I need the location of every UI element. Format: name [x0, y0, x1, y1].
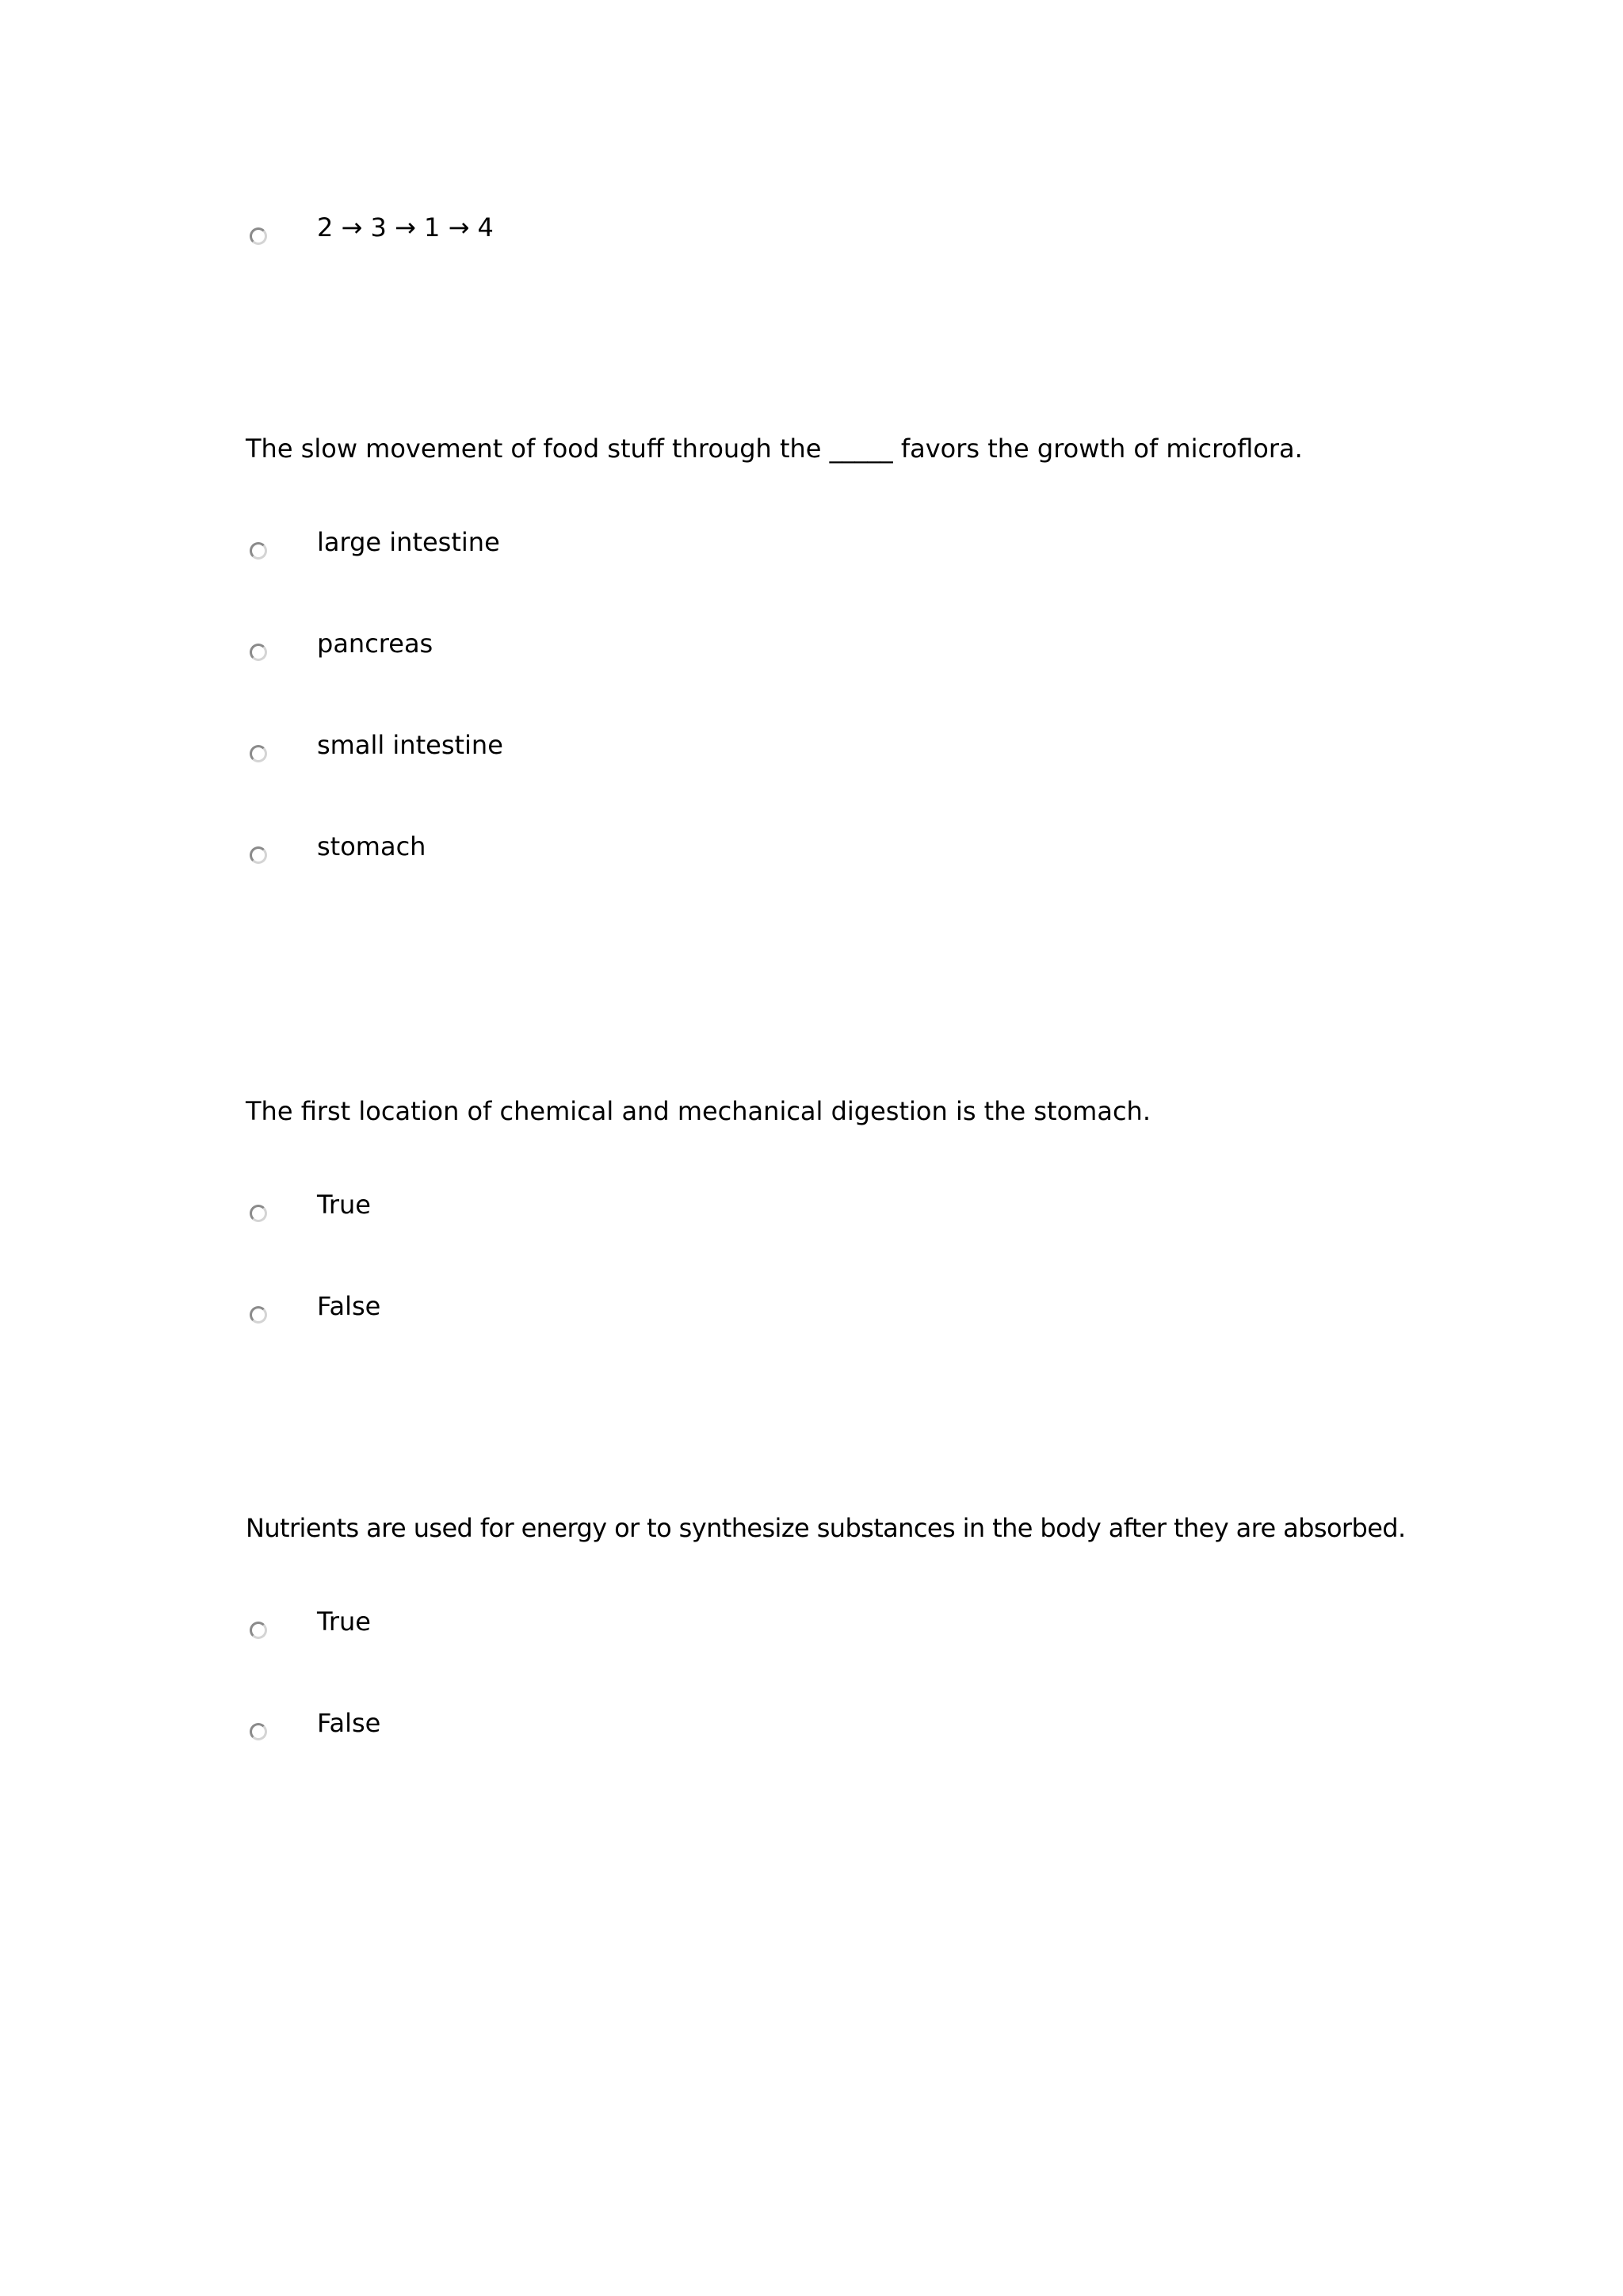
radio-button[interactable] [250, 1306, 267, 1324]
answer-option[interactable] [246, 1707, 800, 1764]
option-label: small intestine [317, 730, 503, 760]
answer-option[interactable] [246, 526, 800, 583]
answer-option[interactable] [246, 1189, 800, 1246]
radio-button[interactable] [250, 227, 267, 245]
question-text: The slow movement of food stuff through the _____ favors the growth of microflora. [246, 434, 1303, 464]
option-label: False [317, 1708, 381, 1738]
radio-button[interactable] [250, 542, 267, 560]
radio-button[interactable] [250, 1622, 267, 1639]
radio-button[interactable] [250, 644, 267, 661]
option-label: True [317, 1190, 371, 1220]
question-text: Nutrients are used for energy or to synthesize substances in the body after they are absorbed. [246, 1513, 1406, 1543]
answer-option[interactable] [246, 1290, 800, 1347]
option-label: stomach [317, 831, 426, 861]
option-label: pancreas [317, 628, 433, 659]
answer-option[interactable] [246, 1606, 800, 1663]
radio-button[interactable] [250, 1205, 267, 1222]
option-label: True [317, 1606, 371, 1637]
option-label: 2 → 3 → 1 → 4 [317, 212, 494, 243]
option-label: large intestine [317, 527, 500, 557]
radio-button[interactable] [250, 846, 267, 864]
answer-option[interactable] [246, 729, 800, 786]
option-label: False [317, 1291, 381, 1321]
answer-option[interactable] [246, 212, 800, 269]
question-text: The first location of chemical and mechanical digestion is the stomach. [246, 1096, 1151, 1126]
answer-option[interactable] [246, 628, 800, 685]
radio-button[interactable] [250, 1723, 267, 1740]
answer-option[interactable] [246, 831, 800, 888]
radio-button[interactable] [250, 745, 267, 762]
